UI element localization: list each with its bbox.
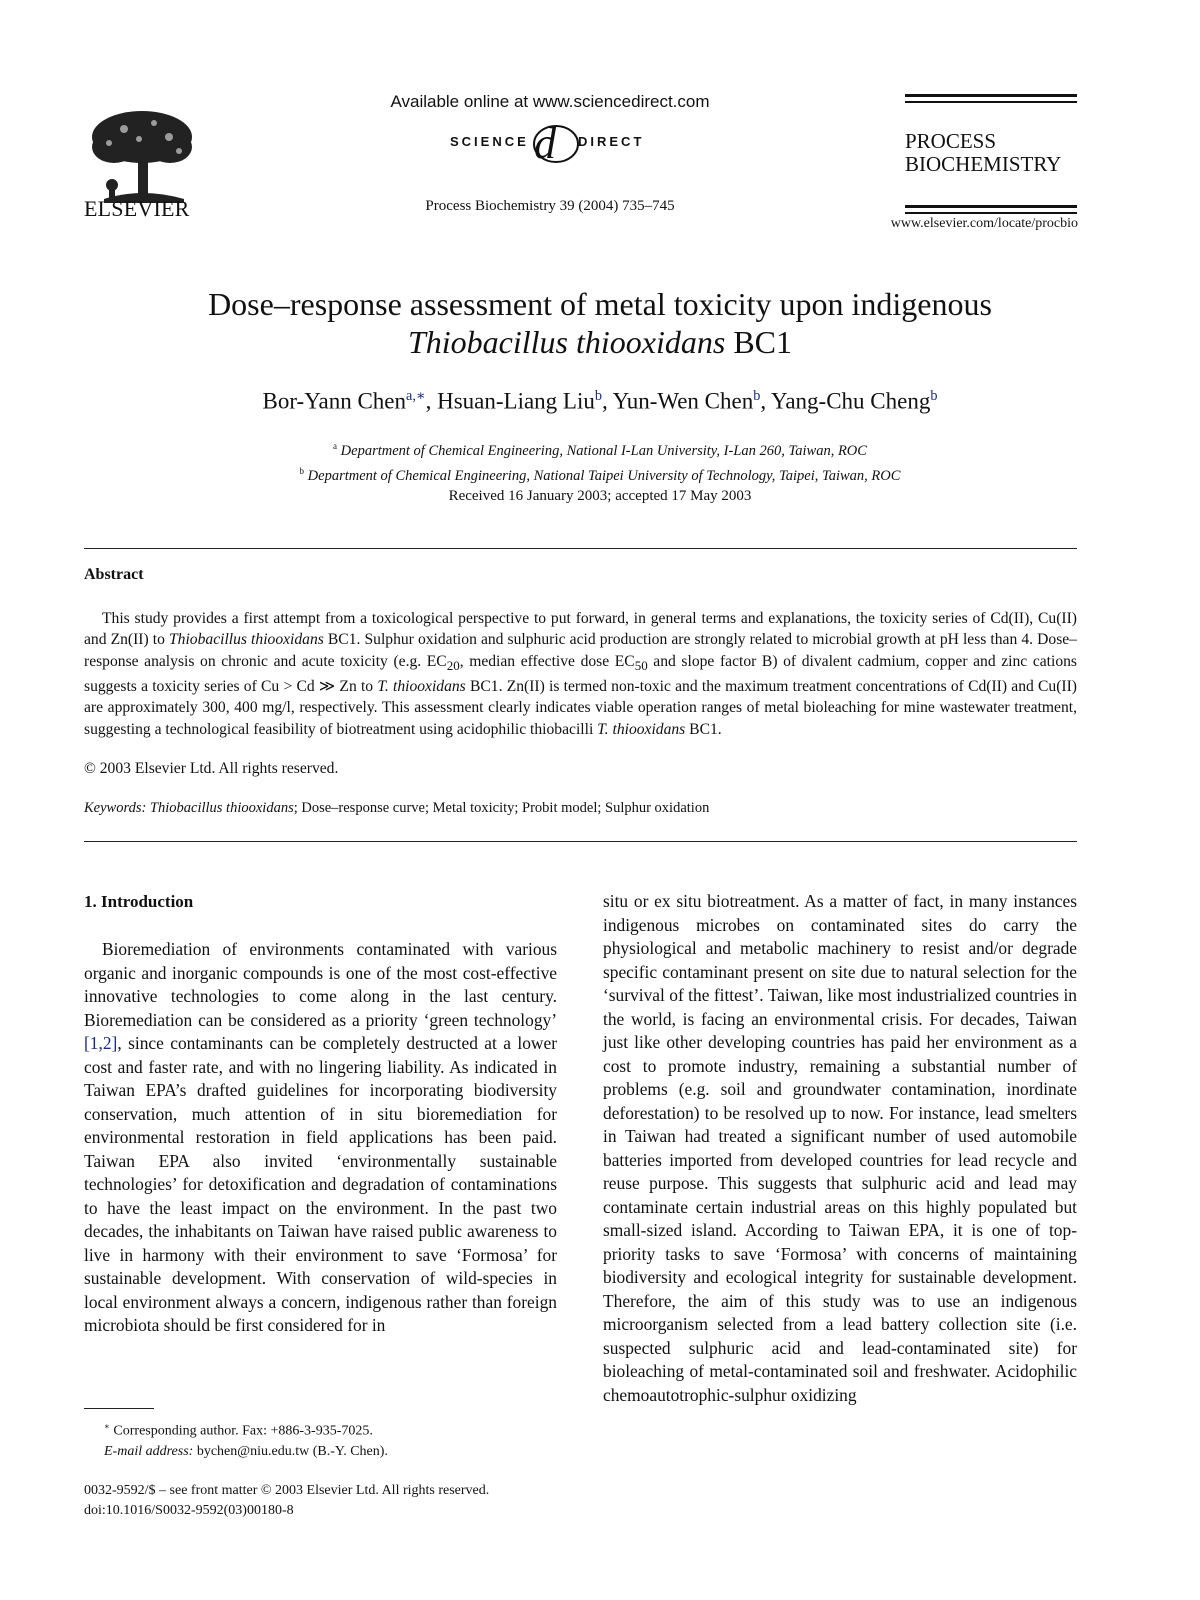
abstract-heading: Abstract [84,566,144,583]
title-strain: BC1 [725,324,793,360]
author-list: Bor-Yann Chen$^{a,∗}$, Hsuan-Liang Liu$^b$, Yun-Wen Chen$^b$, Yang-Chu Cheng$^b$ [262,388,938,414]
affiliation-a [60,436,1140,461]
received-dates: Received 16 January 2003; accepted 17 May 2003 [448,488,752,504]
footnote-corresponding [84,1416,564,1442]
abstract-text: BC1. Sulphur oxidation and sulphuric acid production are strongly related to microbial growth at pH less than 4. Dose–response analysis on chronic and acute toxicity (e.g. EC [84,631,1077,670]
abstract-paragraph [84,608,1077,740]
abstract-copyright: © 2003 Elsevier Ltd. All rights reserved. [84,760,339,777]
keywords-list: ; Dose–response curve; Metal toxicity; Probit model; Sulphur oxidation [293,800,710,816]
abstract-italic: T. thiooxidans [377,678,466,695]
author-affiliation-mark[interactable]: b [594,388,602,404]
sciencedirect-right-word: DIRECT [578,134,645,149]
footnote [84,1416,564,1462]
footnote-text: Corresponding author. Fax: +886-3-935-7025. [109,1423,373,1439]
title-line-2 [60,323,1140,361]
body-column-left [84,938,557,1338]
journal-name [905,130,1061,176]
divider-bottom [84,841,1077,842]
citation-link[interactable]: [1,2] [84,1033,118,1053]
affiliation-mark: b [299,465,305,476]
abstract-text: BC1. Zn(II) is termed non-toxic and the maximum treatment concentrations of Cd(II) and Cu(II) are approximately 300, 400 mg/l, respectively. This assessment clearly indicates viable operation ranges of metal bioleaching for mine wastewater treatment, suggesting a technological feasibility of biotreatment using acidophilic thiobacilli [84,678,1077,738]
author-affiliation-mark[interactable]: b [930,388,938,404]
body-text: Bioremediation of environments contaminated with various organic and inorganic compounds is one of the most cost-effective innovative technologies to come along in the last century. Bioremediation can be considered as a priority ‘green technology’ [84,939,557,1030]
divider-top [84,548,1077,549]
body-text: , since contaminants can be completely destructed at a lower cost and faster rate, and with no lingering liability. As indicated in Taiwan EPA’s drafted guidelines for incorporating biodiversity conservation, much attention of in situ bioremediation for environmental restoration in field applications has been paid. Taiwan EPA also invited ‘environmentally sustainable technologies’ for detoxification and degradation of contaminations to have the least impact on the environment. In the past two decades, the inhabitants on Taiwan have raised public awareness to live in harmony with their environment to save ‘Formosa’ for sustainable development. With conservation of wild-species in local environment always a concern, indigenous rather than foreign microbiota should be first considered for in [84,1033,557,1335]
journal-rule-bottom-thick [905,205,1077,208]
abstract-subscript: 20 [446,657,460,673]
journal-name-line1: PROCESS [905,129,997,153]
abstract-body [84,608,1077,740]
footnote-rule [84,1408,154,1409]
doi-link[interactable]: doi:10.1016/S0032-9592(03)00180-8 [84,1503,294,1518]
author-name[interactable]: Yun-Wen Chen [612,388,754,414]
affiliation-text: Department of Chemical Engineering, National Taipei University of Technology, Taipei, Taiwan, ROC [307,467,901,484]
email-label: E-mail address: [104,1443,194,1459]
keyword-italic: Thiobacillus thiooxidans [149,800,294,816]
sciencedirect-left-word: SCIENCE [450,134,529,149]
affiliation-text: Department of Chemical Engineering, National I-Lan University, I-Lan 260, Taiwan, ROC [340,442,867,459]
section-heading-introduction: 1. Introduction [84,892,194,911]
journal-url-link[interactable]: www.elsevier.com/locate/procbio [890,216,1078,231]
sciencedirect-d-glyph: d [534,119,556,166]
available-online-text[interactable]: Available online at www.sciencedirect.com [390,92,710,111]
affiliations [60,436,1140,486]
journal-rule-bottom-thin [905,212,1077,214]
article-title [60,285,1140,361]
abstract-text: and slope factor B) of divalent cadmium, copper and zinc cations suggests a toxicity series of Cu > Cd ≫ Zn to [84,652,1077,695]
abstract-text: , median effective dose EC [459,652,635,670]
abstract-subscript: 50 [634,657,648,673]
body-column-right: situ or ex situ biotreatment. As a matter of fact, in many instances indigenous microbes on contaminated sites do carry the physiological and metabolic machinery to resist and/or degrade specific contaminant present on site due to natural selection for the ‘survival of the fittest’. Taiwan, like most industrialized countries in the world, is facing an environmental crisis. For decades, Taiwan just like other developing countries has paid her environment as a cost to promote industry, remaining a substantial number of problems (e.g. soil and groundwater contamination, inordinate deforestation) to be resolved up to now. For instance, lead smelters in Taiwan had treated a significant number of used automobile batteries imported from developed countries for lead recycle and reuse purpose. This suggests that sulphuric acid and lead may contaminate certain industrial areas on this highly populated but small-sized island. According to Taiwan EPA, it is one of top-priority tasks to save ‘Formosa’ with concerns of maintaining biodiversity and ecological integrity for sustainable development. Therefore, the aim of this study was to use an indigenous microorganism selected from a lead battery collection site (i.e. suspected sulphuric acid and lead-contaminated site) for bioleaching of metal-contaminated soil and freshwater. Acidophilic chemoautotrophic-sulphur oxidizing [603,891,1077,1405]
author-name[interactable]: Hsuan-Liang Liu [437,388,595,414]
abstract-italic: Thiobacillus thiooxidans [169,631,324,649]
abstract-text: This study provides a first attempt from a toxicological perspective to put forward, in general terms and explanations, the toxicity series of Cd(II), Cu(II) and Zn(II) to [84,610,1077,649]
journal-name-line2: BIOCHEMISTRY [905,152,1062,176]
keywords-label: Keywords: [84,800,147,816]
affiliation-mark: a [333,441,338,451]
title-line-1: Dose–response assessment of metal toxicity upon indigenous [208,286,992,322]
sciencedirect-logo[interactable] [450,118,700,166]
footnote-email [84,1442,564,1462]
keywords [84,800,1077,817]
email-address[interactable]: bychen@niu.edu.tw (B.-Y. Chen). [193,1443,388,1459]
journal-rule-top-thin [905,101,1077,103]
author-name[interactable]: Bor-Yann Chen [262,388,407,414]
abstract-text: BC1. [685,720,722,738]
title-organism: Thiobacillus thiooxidans [407,324,726,360]
journal-citation: Process Biochemistry 39 (2004) 735–745 [425,198,675,214]
author-name[interactable]: Yang-Chu Cheng [771,388,931,414]
affiliation-b [60,461,1140,486]
author-affiliation-mark[interactable]: b [753,388,761,404]
publisher-wordmark: ELSEVIER [84,196,190,221]
front-matter [84,1481,604,1521]
front-matter-line: 0032-9592/$ – see front matter © 2003 Elsevier Ltd. All rights reserved. [84,1483,490,1498]
abstract-italic: T. thiooxidans [597,720,686,738]
footnote-mark: ∗ [104,1421,110,1431]
journal-rule-top-thick [905,94,1077,97]
author-affiliation-mark[interactable]: a,∗ [406,388,426,404]
